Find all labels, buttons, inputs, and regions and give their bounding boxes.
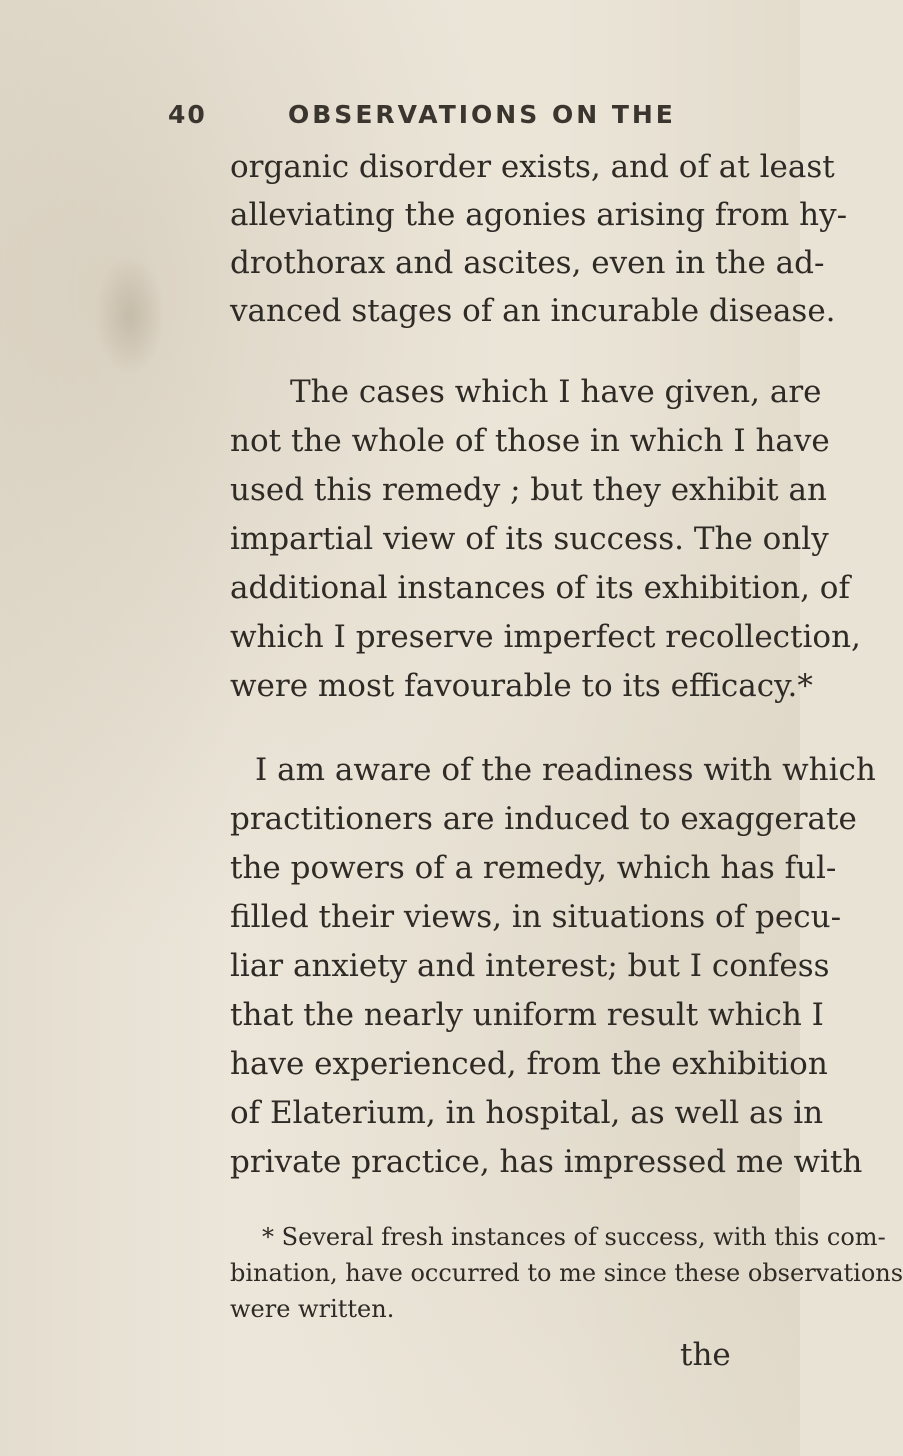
paragraph-line: alleviating the agonies arising from hy- <box>230 197 848 233</box>
footnote-line: bination, have occurred to me since these observations <box>230 1259 903 1287</box>
paragraph-line: not the whole of those in which I have <box>230 423 830 459</box>
paragraph-line: private practice, has impressed me with <box>230 1144 863 1180</box>
paragraph-line: drothorax and ascites, even in the ad- <box>230 245 825 281</box>
footnote-line: * Several fresh instances of success, with this com- <box>262 1223 886 1251</box>
paragraph-line: organic disorder exists, and of at least <box>230 149 835 185</box>
catchword: the <box>680 1337 731 1373</box>
paragraph-line: used this remedy ; but they exhibit an <box>230 472 827 508</box>
running-head: OBSERVATIONS ON THE <box>288 100 676 129</box>
paragraph-line: impartial view of its success. The only <box>230 521 829 557</box>
paragraph-line: liar anxiety and interest; but I confess <box>230 948 830 984</box>
paragraph-line: additional instances of its exhibition, of <box>230 570 850 606</box>
paragraph-line: filled their views, in situations of pecu- <box>230 899 842 935</box>
paragraph-line: vanced stages of an incurable disease. <box>230 293 836 329</box>
paragraph-line: which I preserve imperfect recollection, <box>230 619 861 655</box>
paragraph-line: have experienced, from the exhibition <box>230 1046 828 1082</box>
paper-stain <box>95 255 165 375</box>
paragraph-line: I am aware of the readiness with which <box>255 752 876 788</box>
paragraph-line: the powers of a remedy, which has ful- <box>230 850 837 886</box>
page-number: 40 <box>168 100 207 129</box>
paragraph-line: practitioners are induced to exaggerate <box>230 801 857 837</box>
paragraph-line: that the nearly uniform result which I <box>230 997 824 1033</box>
paragraph-line: The cases which I have given, are <box>290 374 822 410</box>
footnote-line: were written. <box>230 1295 395 1323</box>
page-header <box>168 100 788 150</box>
paragraph-line: were most favourable to its efficacy.* <box>230 668 813 704</box>
paragraph-line: of Elaterium, in hospital, as well as in <box>230 1095 824 1131</box>
